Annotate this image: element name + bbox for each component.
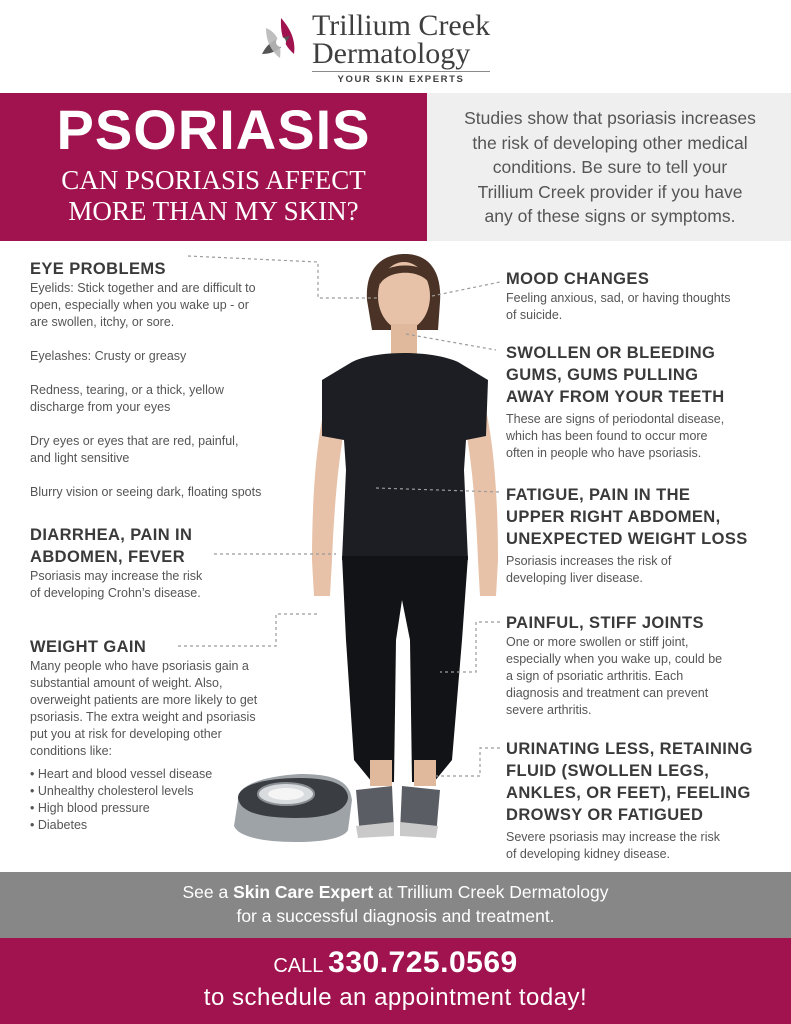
eye-text: and light sensitive: [30, 451, 130, 465]
eye-problems-heading: EYE PROBLEMS: [30, 260, 166, 278]
cta-post: at Trillium Creek Dermatology: [373, 882, 609, 902]
schedule-text: to schedule an appointment today!: [203, 984, 588, 1011]
mood-text: of suicide.: [506, 308, 563, 322]
weight-text: overweight patients are more likely to get: [30, 693, 258, 707]
gums-heading: SWOLLEN OR BLEEDING: [506, 344, 716, 362]
gums-heading: GUMS, GUMS PULLING: [506, 366, 699, 384]
joints-heading: PAINFUL, STIFF JOINTS: [506, 614, 704, 632]
fatigue-heading: UPPER RIGHT ABDOMEN,: [506, 508, 721, 526]
eye-text: Dry eyes or eyes that are red, painful,: [30, 434, 239, 448]
brand-tagline: YOUR SKIN EXPERTS: [337, 74, 465, 85]
joints-text: severe arthritis.: [506, 703, 592, 717]
list-item: • Unhealthy cholesterol levels: [30, 784, 194, 798]
list-item: • Heart and blood vessel disease: [30, 767, 213, 781]
eye-problems-section: [30, 258, 320, 501]
mood-text: Feeling anxious, sad, or having thoughts: [506, 291, 731, 305]
list-item: • Diabetes: [30, 818, 88, 832]
joints-text: diagnosis and treatment can prevent: [506, 686, 709, 700]
intro-line: conditions. Be sure to tell your: [492, 157, 728, 177]
eye-text: Eyelashes: Crusty or greasy: [30, 349, 187, 363]
subtitle-line2: MORE THAN MY SKIN?: [68, 196, 359, 226]
conditions-list: [30, 766, 320, 834]
brand-name-line1: Trillium Creek: [312, 9, 491, 42]
page-subtitle: [0, 165, 427, 227]
eye-text: open, especially when you wake up - or: [30, 298, 249, 312]
gums-text: These are signs of periodontal disease,: [506, 412, 725, 426]
fatigue-heading: FATIGUE, PAIN IN THE: [506, 486, 691, 504]
diarrhea-text: Psoriasis may increase the risk: [30, 569, 203, 583]
cta-line1: [0, 880, 791, 904]
urinating-heading: FLUID (SWOLLEN LEGS,: [506, 762, 710, 780]
intro-text: [441, 106, 779, 229]
intro-line: Studies show that psoriasis increases: [464, 108, 756, 128]
cta-line2: for a successful diagnosis and treatment.: [236, 906, 555, 926]
eye-text: Eyelids: Stick together and are difficult to: [30, 281, 256, 295]
cta-pre: See a: [182, 882, 234, 902]
diarrhea-heading: ABDOMEN, FEVER: [30, 548, 186, 566]
gums-text: often in people who have psoriasis.: [506, 446, 702, 460]
urinating-heading: DROWSY OR FATIGUED: [506, 806, 704, 824]
urinating-text: Severe psoriasis may increase the risk: [506, 830, 720, 844]
diarrhea-heading: DIARRHEA, PAIN IN: [30, 526, 193, 544]
list-item: • High blood pressure: [30, 801, 150, 815]
cta-text: [0, 880, 791, 928]
joints-text: a sign of psoriatic arthritis. Each: [506, 669, 684, 683]
logo-divider: [312, 71, 490, 72]
gums-section: [506, 342, 778, 462]
cta-bold: Skin Care Expert: [233, 882, 374, 902]
intro-line: any of these signs or symptoms.: [484, 206, 736, 226]
urinating-section: [506, 738, 786, 863]
gums-heading: AWAY FROM YOUR TEETH: [506, 388, 725, 406]
eye-text: are swollen, itchy, or sore.: [30, 315, 175, 329]
intro-line: Trillium Creek provider if you have: [477, 181, 743, 202]
urinating-text: of developing kidney disease.: [506, 847, 671, 861]
joints-section: [506, 612, 778, 719]
weight-gain-heading: WEIGHT GAIN: [30, 638, 147, 656]
urinating-heading: URINATING LESS, RETAINING: [506, 740, 753, 758]
weight-text: Many people who have psoriasis gain a: [30, 659, 249, 673]
trillium-logo-icon: [256, 14, 306, 64]
joints-text: especially when you wake up, could be: [506, 652, 723, 666]
diarrhea-section: [30, 524, 290, 602]
weight-gain-section: [30, 636, 320, 834]
intro-panel: [427, 93, 791, 241]
fatigue-section: [506, 484, 778, 587]
call-band: [0, 938, 791, 1024]
weight-text: put you at risk for developing other: [30, 727, 222, 741]
brand-name: [312, 9, 491, 70]
subtitle-line1: CAN PSORIASIS AFFECT: [61, 165, 366, 195]
cta-gray-band: [0, 872, 791, 938]
joints-text: One or more swollen or stiff joint,: [506, 635, 689, 649]
mood-changes-section: [506, 268, 778, 324]
mood-heading: MOOD CHANGES: [506, 270, 650, 288]
weight-text: substantial amount of weight. Also,: [30, 676, 223, 690]
page-title: PSORIASIS: [56, 98, 371, 161]
intro-line: the risk of developing other medical: [472, 132, 748, 153]
fatigue-text: developing liver disease.: [506, 571, 643, 585]
diarrhea-text: of developing Crohn’s disease.: [30, 586, 201, 600]
call-label: CALL: [273, 955, 323, 977]
weight-text: conditions like:: [30, 744, 112, 758]
eye-text: discharge from your eyes: [30, 400, 171, 414]
eye-text: Blurry vision or seeing dark, floating spots: [30, 485, 262, 499]
brand-name-line2: Dermatology: [312, 37, 471, 70]
urinating-heading: ANKLES, OR FEET), FEELING: [506, 784, 751, 802]
phone-number[interactable]: 330.725.0569: [328, 946, 518, 979]
title-banner: [0, 93, 427, 241]
gums-text: which has been found to occur more: [506, 429, 708, 443]
eye-text: Redness, tearing, or a thick, yellow: [30, 383, 224, 397]
fatigue-heading: UNEXPECTED WEIGHT LOSS: [506, 530, 748, 548]
call-line: [0, 944, 791, 985]
weight-text: psoriasis. The extra weight and psoriasis: [30, 710, 256, 724]
fatigue-text: Psoriasis increases the risk of: [506, 554, 672, 568]
